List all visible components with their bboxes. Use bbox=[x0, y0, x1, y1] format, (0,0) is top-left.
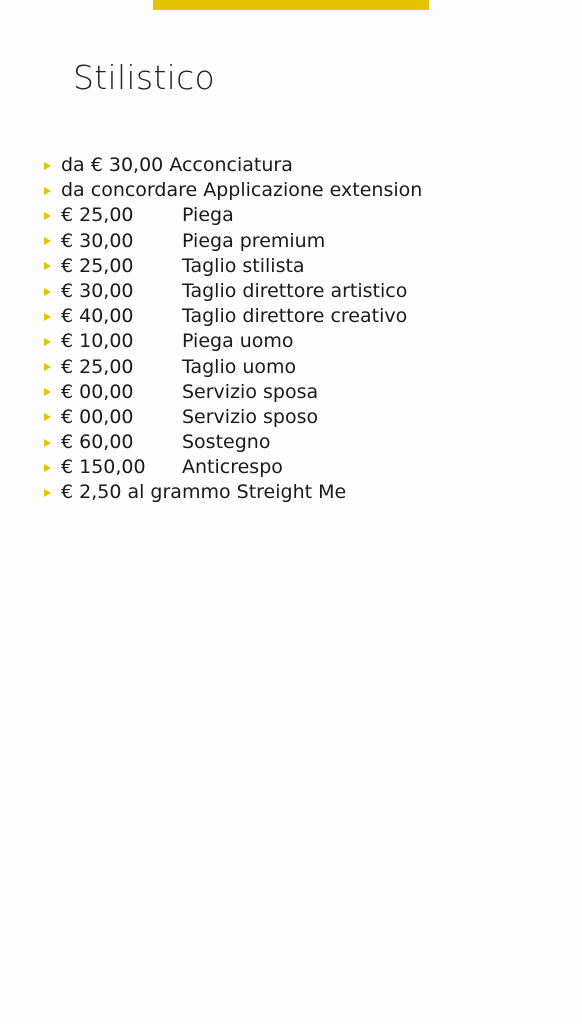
price-list bbox=[44, 153, 574, 506]
triangle-bullet-icon bbox=[44, 212, 51, 220]
price: € 30,00 bbox=[61, 229, 134, 252]
triangle-bullet-icon bbox=[44, 262, 51, 270]
price: € 25,00 bbox=[61, 254, 134, 277]
triangle-bullet-icon bbox=[44, 313, 51, 321]
price: € 30,00 bbox=[61, 279, 134, 302]
price: € 60,00 bbox=[61, 431, 134, 454]
list-item bbox=[44, 405, 574, 430]
service-name: Sostegno bbox=[182, 431, 271, 454]
price: € 40,00 bbox=[61, 305, 134, 328]
price: € 150,00 bbox=[61, 456, 146, 479]
triangle-bullet-icon bbox=[44, 464, 51, 472]
triangle-bullet-icon bbox=[44, 363, 51, 371]
service-name: Taglio direttore creativo bbox=[182, 305, 408, 328]
triangle-bullet-icon bbox=[44, 288, 51, 296]
top-accent-bar bbox=[153, 0, 429, 10]
list-item bbox=[44, 178, 574, 203]
price: da € 30,00 bbox=[61, 154, 164, 176]
triangle-bullet-icon bbox=[44, 439, 51, 447]
list-item bbox=[44, 430, 574, 455]
price: da concordare bbox=[61, 179, 198, 202]
service-name: Taglio direttore artistico bbox=[182, 279, 408, 302]
list-item bbox=[44, 203, 574, 228]
price: € 10,00 bbox=[61, 330, 134, 353]
triangle-bullet-icon bbox=[44, 162, 51, 170]
service-name: Anticrespo bbox=[182, 456, 283, 479]
list-item bbox=[44, 329, 574, 354]
list-item bbox=[44, 279, 574, 304]
list-item bbox=[44, 304, 574, 329]
price: € 25,00 bbox=[61, 204, 134, 227]
triangle-bullet-icon bbox=[44, 187, 51, 195]
service-name: Streight Me bbox=[236, 481, 347, 504]
service-name: Piega bbox=[182, 204, 234, 227]
service-name: Applicazione extension bbox=[203, 179, 423, 202]
list-item bbox=[44, 455, 574, 480]
price: € 00,00 bbox=[61, 380, 134, 403]
price: € 25,00 bbox=[61, 355, 134, 378]
list-item bbox=[44, 229, 574, 254]
triangle-bullet-icon bbox=[44, 413, 51, 421]
service-name: Servizio sposo bbox=[182, 405, 319, 428]
price: € 00,00 bbox=[61, 405, 134, 428]
triangle-bullet-icon bbox=[44, 489, 51, 497]
service-name: Piega uomo bbox=[182, 330, 294, 353]
service-name: Piega premium bbox=[182, 229, 326, 252]
service-name: Taglio stilista bbox=[182, 254, 305, 277]
service-name: Acconciatura bbox=[169, 154, 293, 176]
list-item bbox=[44, 153, 574, 178]
list-item bbox=[44, 355, 574, 380]
list-item bbox=[44, 480, 574, 505]
triangle-bullet-icon bbox=[44, 388, 51, 396]
triangle-bullet-icon bbox=[44, 338, 51, 346]
service-name: Taglio uomo bbox=[182, 355, 297, 378]
page-title: Stilistico bbox=[73, 58, 216, 97]
service-name: Servizio sposa bbox=[182, 380, 319, 403]
list-item bbox=[44, 254, 574, 279]
price: € 2,50 al grammo bbox=[61, 481, 231, 504]
list-item bbox=[44, 380, 574, 405]
triangle-bullet-icon bbox=[44, 237, 51, 245]
